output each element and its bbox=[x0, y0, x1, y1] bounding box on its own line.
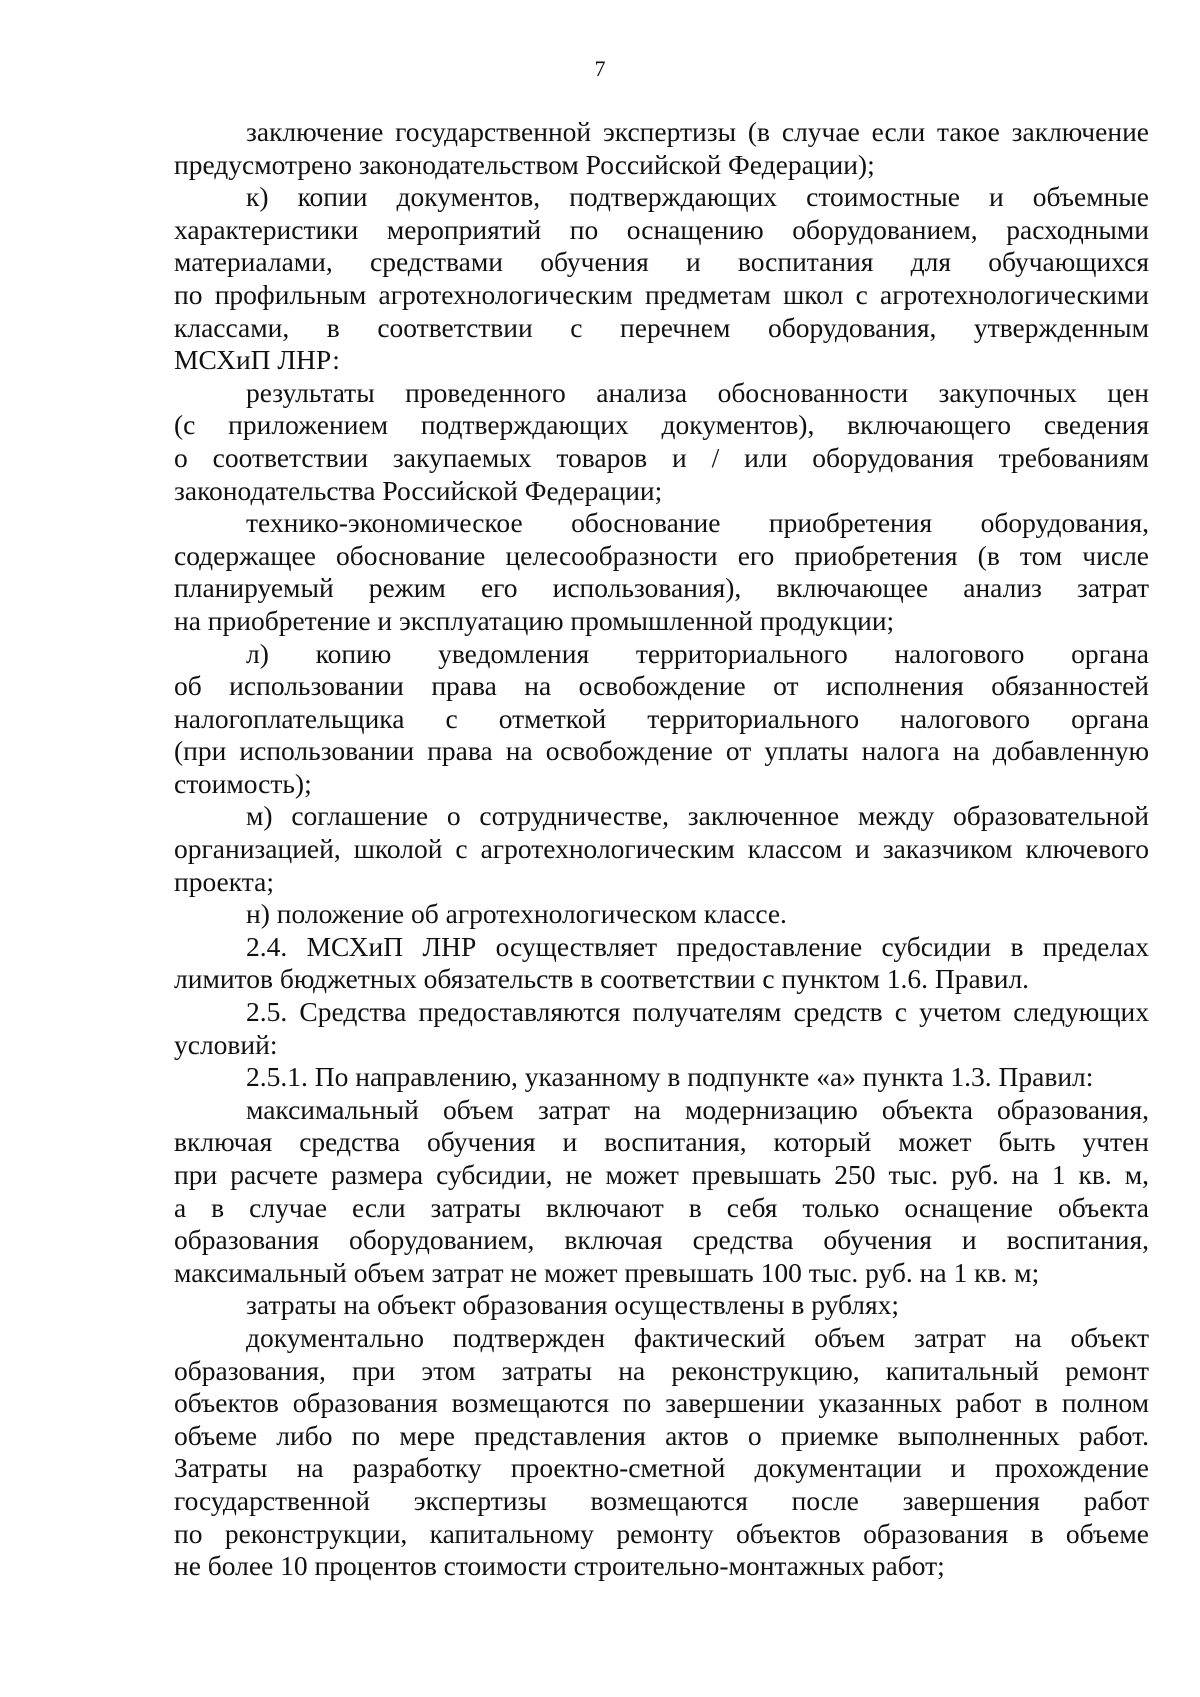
text-line: результаты проведенного анализа обоснованности закупочных цен bbox=[246, 376, 1149, 408]
text-line: заключение государственной экспертизы (в случае если такое заключение bbox=[246, 116, 1149, 147]
text-line: 2.4. МСХиП ЛНР осуществляет предоставление субсидии в пределах bbox=[246, 930, 1149, 962]
text-line: (с приложением подтверждающих документов), включающего сведения bbox=[174, 409, 1149, 441]
text-line: организацией, школой с агротехнологическим классом и заказчиком ключевого bbox=[174, 833, 1149, 865]
text-line: Затраты на разработку проектно-сметной документации и прохождение bbox=[174, 1452, 1149, 1484]
text-line: лимитов бюджетных обязательств в соответствии с пунктом 1.6. Правил. bbox=[174, 963, 1030, 995]
text-line: на приобретение и эксплуатацию промышленной продукции; bbox=[174, 604, 895, 636]
text-line: материалами, средствами обучения и воспитания для обучающихся bbox=[174, 246, 1149, 278]
text-line: затраты на объект образования осуществлены в рублях; bbox=[246, 1289, 900, 1321]
text-line: проекта; bbox=[174, 865, 274, 897]
text-line: документально подтвержден фактический объем затрат на объект bbox=[246, 1321, 1149, 1353]
text-line: образования, при этом затраты на реконструкцию, капитальный ремонт bbox=[174, 1354, 1149, 1386]
text-line: технико-экономическое обоснование приобретения оборудования, bbox=[246, 507, 1149, 539]
text-line: м) соглашение о сотрудничестве, заключенное между образовательной bbox=[246, 800, 1149, 832]
document-body bbox=[174, 116, 1149, 1583]
text-line: (при использовании права на освобождение от уплаты налога на добавленную bbox=[174, 735, 1149, 767]
text-line: по реконструкции, капитальному ремонту объектов образования в объеме bbox=[174, 1517, 1149, 1549]
text-line: н) положение об агротехнологическом классе. bbox=[246, 898, 787, 930]
text-line: о соответствии закупаемых товаров и / или оборудования требованиям bbox=[174, 441, 1149, 473]
text-line: не более 10 процентов стоимости строительно-монтажных работ; bbox=[174, 1550, 945, 1582]
text-line: л) копию уведомления территориального налогового органа bbox=[246, 637, 1149, 669]
text-line: МСХиП ЛНР: bbox=[174, 344, 340, 376]
text-line: планируемый режим его использования), включающее анализ затрат bbox=[174, 572, 1149, 604]
text-line: государственной экспертизы возмещаются после завершения работ bbox=[174, 1484, 1149, 1516]
text-line: условий: bbox=[174, 1028, 278, 1060]
text-line: образования оборудованием, включая средства обучения и воспитания, bbox=[174, 1224, 1149, 1256]
text-line: стоимость); bbox=[174, 767, 312, 799]
text-line: налогоплательщика с отметкой территориального налогового органа bbox=[174, 702, 1149, 734]
text-line: законодательства Российской Федерации; bbox=[174, 474, 663, 506]
text-line: классами, в соответствии с перечнем оборудования, утвержденным bbox=[174, 311, 1149, 343]
text-line: об использовании права на освобождение от исполнения обязанностей bbox=[174, 670, 1149, 702]
text-line: включая средства обучения и воспитания, который может быть учтен bbox=[174, 1126, 1149, 1158]
text-line: характеристики мероприятий по оснащению оборудованием, расходными bbox=[174, 213, 1149, 245]
text-line: по профильным агротехнологическим предметам школ с агротехнологическими bbox=[174, 278, 1149, 310]
page-number: 7 bbox=[594, 56, 606, 81]
text-line: максимальный объем затрат не может превышать 100 тыс. руб. на 1 кв. м; bbox=[174, 1256, 1040, 1288]
text-line: максимальный объем затрат на модернизацию объекта образования, bbox=[246, 1093, 1149, 1125]
text-line: объеме либо по мере представления актов о приемке выполненных работ. bbox=[174, 1419, 1149, 1451]
text-line: содержащее обоснование целесообразности его приобретения (в том числе bbox=[174, 539, 1149, 571]
text-line: 2.5.1. По направлению, указанному в подпункте «а» пункта 1.3. Правил: bbox=[246, 1061, 1094, 1093]
text-line: при расчете размера субсидии, не может превышать 250 тыс. руб. на 1 кв. м, bbox=[174, 1159, 1149, 1190]
text-line: к) копии документов, подтверждающих стоимостные и объемные bbox=[246, 181, 1149, 213]
text-line: объектов образования возмещаются по завершении указанных работ в полном bbox=[174, 1387, 1149, 1419]
text-line: предусмотрено законодательством Российской Федерации); bbox=[174, 148, 875, 180]
text-line: 2.5. Средства предоставляются получателям средств с учетом следующих bbox=[246, 996, 1149, 1028]
text-line: а в случае если затраты включают в себя только оснащение объекта bbox=[174, 1191, 1149, 1223]
